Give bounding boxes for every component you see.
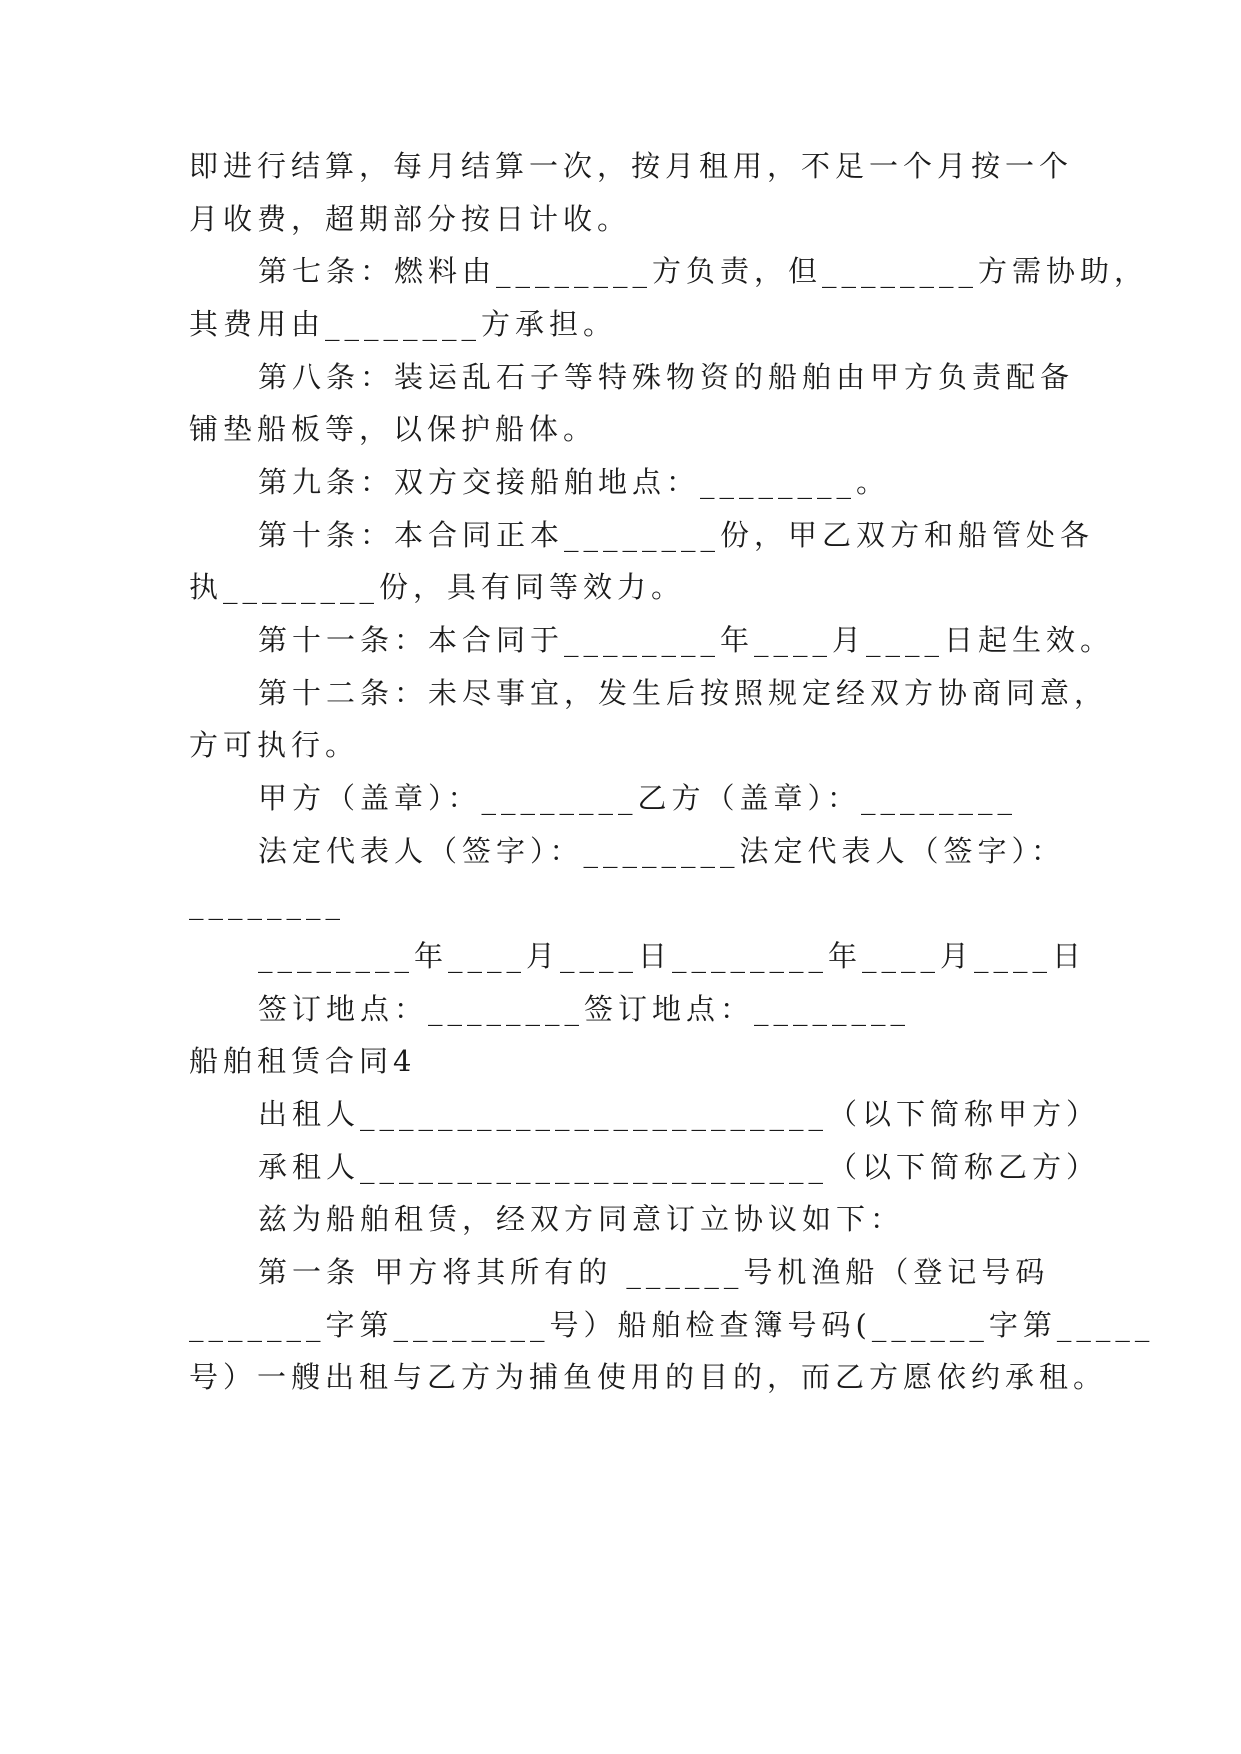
lessor-line: 出租人________________________（以下简称甲方） [258,1097,1101,1131]
article-11: 第十一条：本合同于________年____月____日起生效。 [258,623,1115,657]
article-12-line-1: 第十二条：未尽事宜，发生后按照规定经双方协商同意， [258,676,1109,710]
date-line: ________年____月____日________年____月____日 [258,939,1087,973]
party-seal-line: 甲方（盖章）：________乙方（盖章）：________ [258,781,1018,815]
article-7-line-2: 其费用由________方承担。 [189,307,618,341]
article-1-line-1: 第一条 甲方将其所有的 ______号机渔船（登记号码 [258,1255,1050,1289]
signing-place-line: 签订地点：________签订地点：________ [258,992,911,1026]
article-10-line-1: 第十条：本合同正本________份，甲乙双方和船管处各 [258,518,1095,552]
article-8-line-2: 铺垫船板等，以保护船体。 [189,412,598,446]
contract-4-title: 船舶租赁合同4 [189,1044,417,1078]
article-1-line-3: 号）一艘出租与乙方为捕鱼使用的目的，而乙方愿依约承租。 [189,1360,1108,1394]
legal-rep-line: 法定代表人（签字）：________法定代表人（签字）： [258,834,1066,868]
lessee-line: 承租人________________________（以下简称乙方） [258,1150,1101,1184]
text-line-2: 月收费，超期部分按日计收。 [189,202,632,236]
article-7-line-1: 第七条：燃料由________方负责，但________方需协助， [258,254,1149,288]
legal-rep-blank: ________ [189,886,345,920]
agreement-intro: 兹为船舶租赁，经双方同意订立协议如下： [258,1202,905,1236]
article-1-line-2: _______字第________号）船舶检查簿号码(______字第_____ [189,1308,1155,1342]
article-8-line-1: 第八条：装运乱石子等特殊物资的船舶由甲方负责配备 [258,360,1075,394]
article-10-line-2: 执________份，具有同等效力。 [189,570,686,604]
text-line-1: 即进行结算，每月结算一次，按月租用，不足一个月按一个 [189,149,1074,183]
article-12-line-2: 方可执行。 [189,728,360,762]
article-9: 第九条：双方交接船舶地点：________。 [258,465,891,499]
